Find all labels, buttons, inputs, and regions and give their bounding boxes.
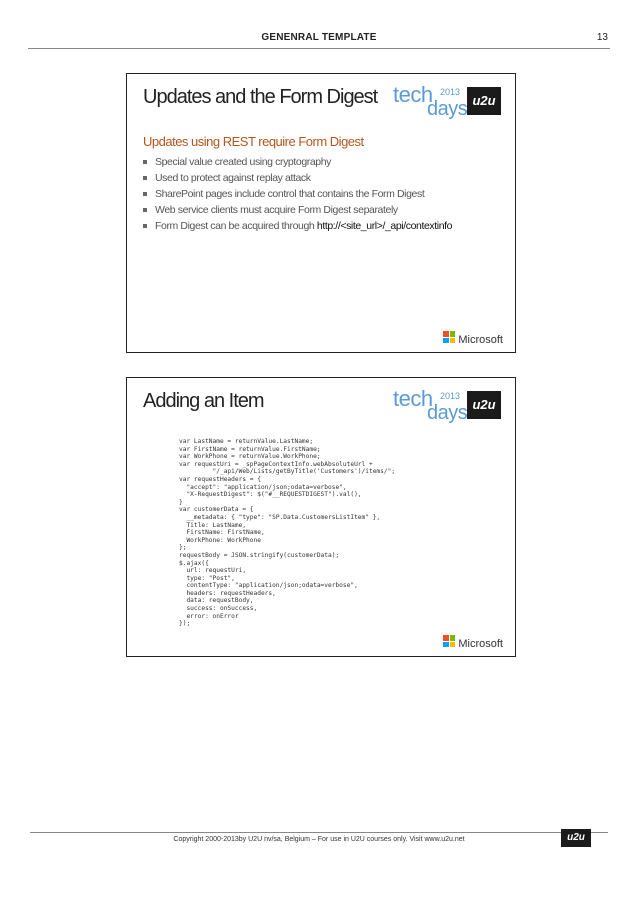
page-header — [28, 30, 610, 49]
code-block — [179, 438, 395, 628]
code-line: data: requestBody, — [179, 597, 254, 605]
code-line: $.ajax({ — [179, 559, 209, 567]
logo-year-text: 2013 — [440, 87, 461, 97]
page-number: 13 — [596, 32, 608, 43]
logo-tech-text: tech — [393, 386, 433, 411]
bullet-item: Web service clients must acquire Form Digest separately — [143, 202, 452, 218]
code-line: requestBody = JSON.stringify(customerData); — [179, 551, 340, 559]
logo-tech-text: tech — [393, 82, 433, 107]
bullet-icon — [143, 224, 147, 228]
code-line: headers: requestHeaders, — [179, 589, 276, 597]
code-line: WorkPhone: WorkPhone — [179, 536, 261, 544]
code-line: var customerData = { — [179, 506, 254, 514]
slide-subtitle: Updates using REST require Form Digest — [143, 134, 364, 149]
bullet-icon — [143, 176, 147, 180]
microsoft-logo — [443, 330, 503, 344]
code-line: var WorkPhone = returnValue.WorkPhone; — [179, 453, 321, 461]
microsoft-label: Microsoft — [458, 638, 503, 650]
code-line: __metadata: { "type": "SP.Data.CustomersListItem" }, — [179, 513, 381, 521]
code-line: success: onSuccess, — [179, 605, 258, 613]
u2u-footer-logo: u2u — [561, 829, 591, 847]
microsoft-label: Microsoft — [458, 334, 503, 346]
code-line: "accept": "application/json;odata=verbose", — [179, 483, 347, 491]
bullet-icon — [143, 192, 147, 196]
contextinfo-url: http://<site_url>/_api/contextinfo — [316, 220, 453, 232]
code-line: var requestHeaders = { — [179, 475, 261, 483]
code-line: Title: LastName, — [179, 521, 247, 529]
code-line: var LastName = returnValue.LastName; — [179, 438, 314, 445]
u2u-logo: u2u — [467, 87, 501, 115]
bullet-item: Used to protect against replay attack — [143, 170, 452, 186]
footer-copyright: Copyright 2000-2013by U2U nv/sa, Belgium – For use in U2U courses only. Visit www.u2u.net — [173, 836, 465, 843]
code-line: error: onError — [179, 612, 239, 620]
bullet-item: Form Digest can be acquired through http://<site_url>/_api/contextinfo — [143, 218, 452, 234]
bullet-icon — [143, 208, 147, 212]
techdays-logo — [393, 84, 501, 122]
code-line: "X-RequestDigest": $("#__REQUESTDIGEST").val(), — [179, 491, 362, 499]
bullet-item: Special value created using cryptography — [143, 154, 452, 170]
code-line: var FirstName = returnValue.FirstName; — [179, 445, 321, 453]
code-line: }; — [179, 544, 187, 552]
code-line: FirstName: FirstName, — [179, 529, 265, 537]
footer-divider — [30, 832, 608, 833]
code-line: "/_api/Web/Lists/getByTitle('Customers')/items/"; — [179, 468, 396, 476]
code-line: contentType: "application/json;odata=verbose", — [179, 582, 358, 590]
code-line: var requestUri = _spPageContextInfo.webAbsoluteUrl + — [179, 460, 373, 468]
bullet-list — [143, 154, 452, 234]
bullet-item: SharePoint pages include control that contains the Form Digest — [143, 186, 452, 202]
logo-year-text: 2013 — [440, 391, 461, 401]
header-title: GENENRAL TEMPLATE — [261, 32, 377, 43]
u2u-logo: u2u — [467, 391, 501, 419]
code-line: url: requestUri, — [179, 567, 247, 575]
slide-updates-form-digest — [126, 73, 516, 353]
logo-days-text: days — [427, 402, 468, 424]
slide-title: Adding an Item — [143, 390, 264, 412]
slide-title: Updates and the Form Digest — [143, 86, 378, 108]
code-line: } — [179, 498, 183, 506]
logo-days-text: days — [427, 98, 468, 120]
microsoft-logo — [443, 634, 503, 648]
techdays-logo — [393, 388, 501, 426]
code-line: }); — [179, 620, 191, 628]
slide-adding-an-item — [126, 377, 516, 657]
code-line: type: "Post", — [179, 574, 235, 582]
bullet-icon — [143, 160, 147, 164]
